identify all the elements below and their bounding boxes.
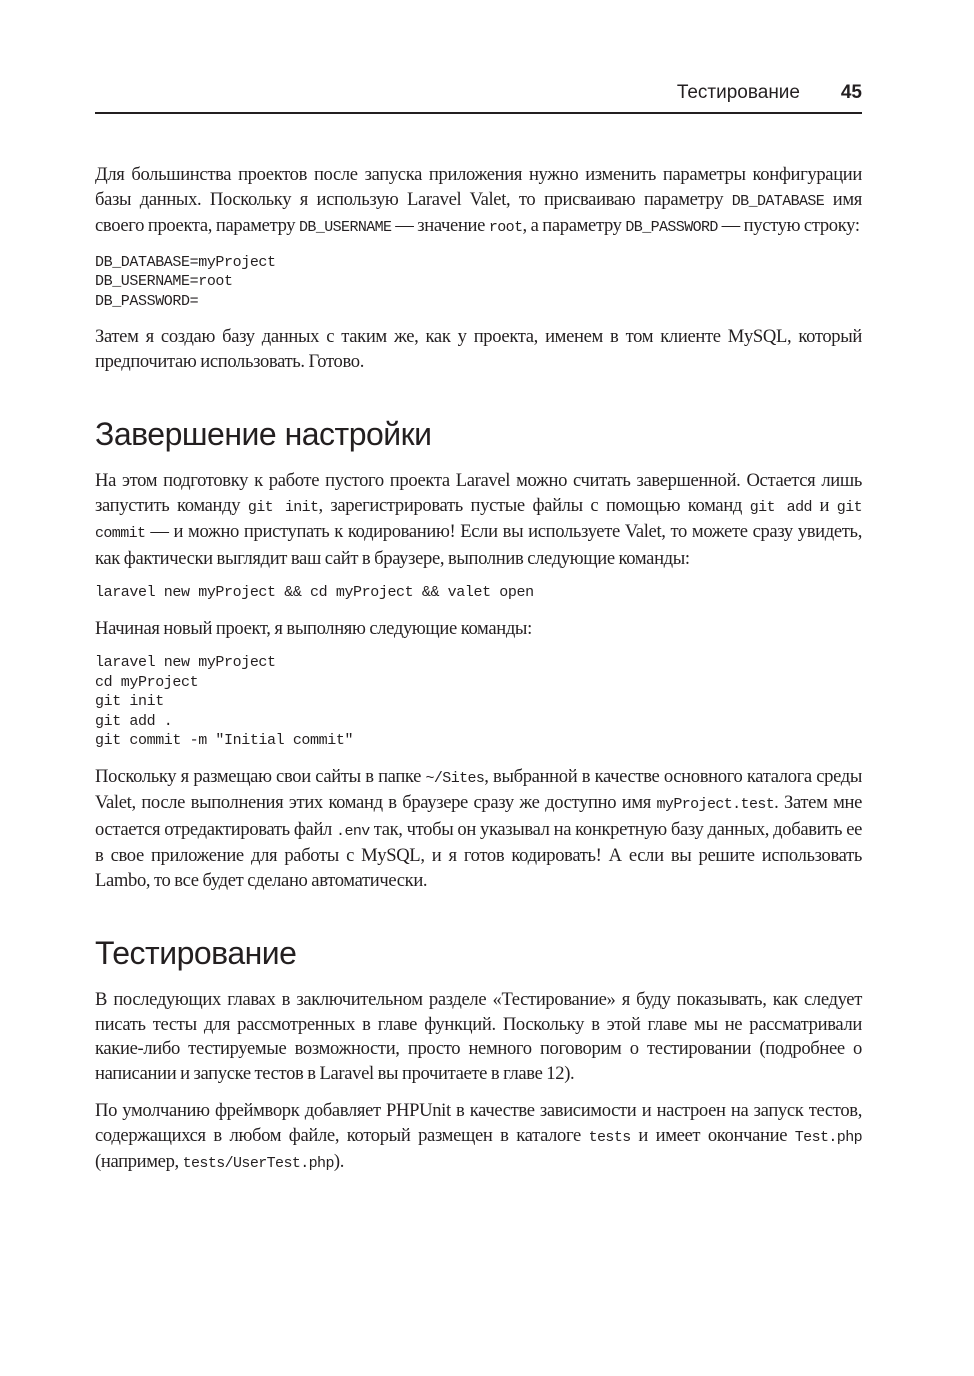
paragraph bbox=[95, 325, 862, 374]
page-number: 45 bbox=[840, 82, 862, 103]
text-run: Для большинства проектов после запуска приложения нужно изменить параметры конфигурации базы данных. Поскольку я использую Laravel Valet, то присваиваю параметру bbox=[95, 164, 862, 210]
text-run: и имеет окончание bbox=[630, 1124, 795, 1146]
paragraph bbox=[95, 1099, 862, 1177]
text-run: По умолчанию фреймворк добавляет PHPUnit в качестве зависимости и настроен на запуск тестов, содержащихся в любом файле, который размещен в каталоге bbox=[95, 1100, 862, 1146]
text-run: Начиная новый проект, я выполняю следующие команды: bbox=[95, 617, 532, 639]
code-line: DB_DATABASE=myProject bbox=[95, 253, 276, 271]
paragraph bbox=[95, 469, 862, 571]
code-block bbox=[95, 583, 862, 603]
inline-code: git init bbox=[247, 498, 319, 516]
code-line: DB_PASSWORD= bbox=[95, 292, 199, 310]
text-run: . Затем мне остается отредактировать файл bbox=[95, 792, 862, 840]
text-run: В последующих главах в заключительном разделе «Тестирование» я буду показывать, как следует писать тесты для рассмотренных в главе функций. Поскольку в этой главе мы не рассматривали какие-либо тестируемые возможности, просто немного поговорим о тестировании (подробнее о написании и запуске тестов в Laravel вы прочитаете в главе 12). bbox=[95, 989, 862, 1084]
code-line: DB_USERNAME=root bbox=[95, 273, 233, 290]
text-run: — пустую строку: bbox=[717, 215, 860, 236]
text-run: имя своего проекта, параметру bbox=[95, 188, 862, 236]
code-block bbox=[95, 253, 862, 312]
paragraph bbox=[95, 163, 862, 241]
code-line: laravel new myProject bbox=[95, 654, 276, 671]
text-run: ). bbox=[333, 1151, 344, 1172]
inline-code: DB_PASSWORD bbox=[625, 219, 718, 236]
code-line: git commit -m "Initial commit" bbox=[95, 732, 354, 749]
inline-code: ~/Sites bbox=[425, 769, 485, 787]
inline-code: .env bbox=[336, 822, 370, 840]
text-run: , зарегистрировать пустые файлы с помощью команд bbox=[318, 494, 750, 516]
inline-code: myProject.test bbox=[656, 796, 775, 813]
inline-code: DB_USERNAME bbox=[299, 219, 392, 236]
section-heading: Завершение настройки bbox=[95, 416, 432, 452]
text-run: — и можно приступать к кодированию! Если вы используете Valet, то можете сразу увидеть, как фактически выглядит ваш сайт в браузере, выполнив следующие команды: bbox=[95, 521, 862, 569]
text-run: и bbox=[811, 494, 837, 516]
text-run: , а параметру bbox=[522, 215, 626, 236]
paragraph bbox=[95, 617, 862, 642]
paragraph bbox=[95, 988, 862, 1086]
inline-code: DB_DATABASE bbox=[731, 192, 825, 210]
running-header bbox=[95, 82, 862, 110]
section-heading: Тестирование bbox=[95, 935, 297, 971]
inline-code: git commit bbox=[95, 498, 863, 542]
text-run: Поскольку я размещаю свои сайты в папке bbox=[95, 765, 426, 787]
inline-code: tests bbox=[588, 1128, 631, 1146]
text-run: , выбранной в качестве основного каталога среды Valet, после выполнения этих команд в браузере сразу же доступно имя bbox=[95, 765, 863, 813]
text-run: Затем я создаю базу данных с таким же, как у проекта, именем в том клиенте MySQL, который предпочитаю использовать. Готово. bbox=[95, 326, 862, 372]
code-line: git init bbox=[95, 693, 164, 710]
text-run: На этом подготовку к работе пустого проекта Laravel можно считать завершенной. Остается лишь запустить команду bbox=[95, 470, 862, 516]
inline-code: Test.php bbox=[794, 1128, 862, 1146]
text-run: — значение bbox=[391, 215, 489, 236]
running-header-section: Тестирование bbox=[676, 82, 800, 103]
page-body bbox=[95, 163, 862, 1177]
inline-code: root bbox=[488, 219, 523, 236]
code-line: cd myProject bbox=[95, 673, 199, 691]
code-block bbox=[95, 653, 862, 751]
paragraph bbox=[95, 765, 862, 894]
inline-code: git add bbox=[749, 498, 812, 516]
code-line: git add . bbox=[95, 712, 173, 730]
text-run: (например, bbox=[95, 1151, 183, 1172]
header-rule bbox=[95, 112, 862, 114]
inline-code: tests/UserTest.php bbox=[182, 1155, 334, 1172]
text-run: так, чтобы он указывал на конкретную базу данных, добавить ее в свое приложение для работы с MySQL, и я готов кодировать! А если вы решите использовать Lambo, то все будет сделано автоматически. bbox=[95, 818, 863, 891]
code-line: laravel new myProject && cd myProject && valet open bbox=[95, 584, 534, 601]
